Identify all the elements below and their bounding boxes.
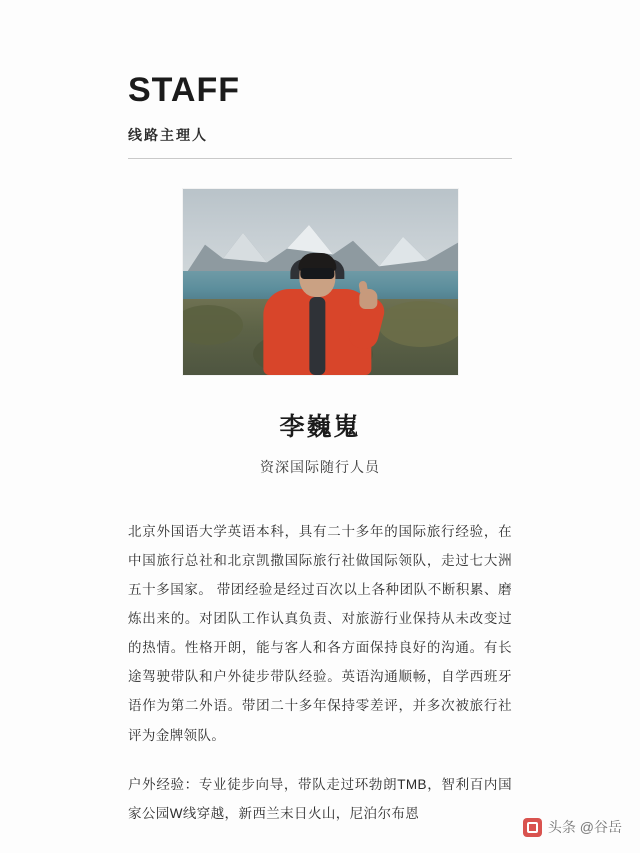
watermark-text: 头条 @谷岳 [547,819,622,835]
sunglasses-icon [300,268,334,279]
toutiao-logo-icon [523,818,542,837]
header-divider [128,158,512,159]
photo-person [251,257,383,375]
page-subtitle: 线路主理人 [128,127,208,144]
bio-paragraph-2: 户外经验：专业徒步向导，带队走过环勃朗TMB，智利百内国家公园W线穿越，新西兰末日火山，尼泊尔布恩 [128,776,512,821]
bio-paragraph-1: 北京外国语大学英语本科，具有二十多年的国际旅行经验，在中国旅行总社和北京凯撒国际旅行社做国际领队，走过七大洲五十多国家。 带团经验是经过百次以上各种团队不断积累、磨炼出来的。对团队工作认真负责、对旅游行业保持从未改变过的热情。性格开朗，能与客人和各方面保持良好的沟通。有长途驾驶带队和户外徒步带队经验。英语沟通顺畅，自学西班牙语作为第二外语。带团二十多年保持零差评，并多次被旅行社评为金牌领队。 [128,524,512,743]
staff-photo-container [128,189,512,375]
staff-role: 资深国际随行人员 [260,459,380,476]
photo-bush [183,305,243,345]
watermark [523,817,622,837]
page-title: STAFF [128,71,241,109]
staff-name: 李巍嵬 [279,413,361,442]
photo-bush [378,301,458,347]
document-content [128,0,512,828]
staff-photo [183,189,458,375]
